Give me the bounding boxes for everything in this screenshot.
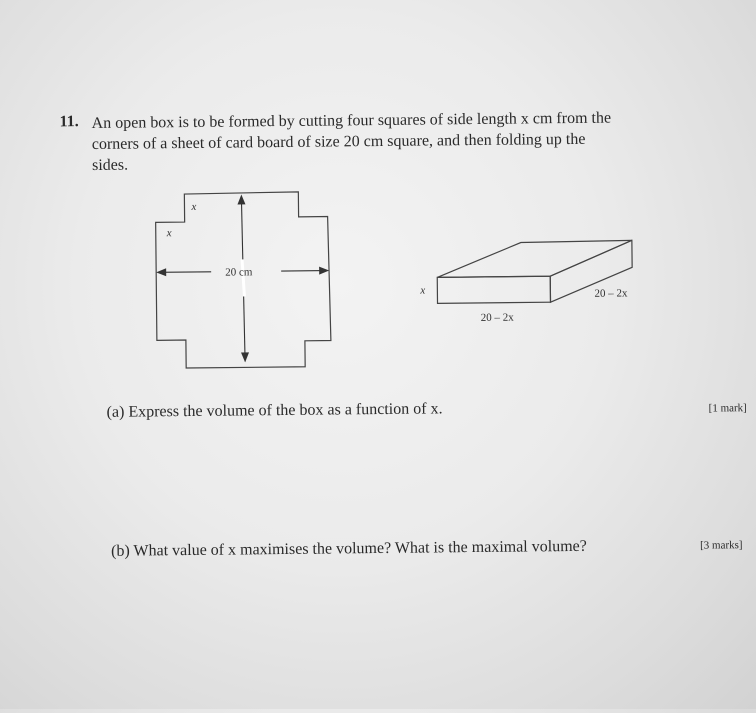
box-front-face [437, 276, 550, 303]
net-dimension-label: 20 cm [225, 266, 253, 278]
question-line: sides. [92, 149, 712, 176]
question-number: 11. [60, 113, 79, 131]
box-top-face [437, 240, 632, 277]
card-net-diagram [155, 192, 331, 369]
arrowhead-left [156, 268, 166, 276]
arrowhead-up [237, 194, 245, 204]
box-height-label: x [419, 285, 425, 297]
question-line: An open box is to be formed by cutting four squares of side length x cm from the [92, 107, 712, 134]
horizontal-dimension-arrow-left [159, 272, 211, 273]
question-line: corners of a sheet of card board of size 20 cm square, and then folding up the [92, 128, 712, 155]
open-box-diagram [419, 240, 633, 324]
net-x-side-label: x [166, 227, 172, 239]
box-front-label: 20 – 2x [481, 312, 515, 324]
net-x-top-label: x [190, 201, 196, 213]
part-a-text: (a) Express the volume of the box as a function of x. [107, 400, 443, 422]
part-b-text: (b) What value of x maximises the volume? What is the maximal volume? [111, 538, 587, 561]
arrowhead-right [319, 267, 329, 275]
arrowhead-down [241, 352, 249, 362]
part-a-marks: [1 mark] [709, 402, 747, 414]
box-side-label: 20 – 2x [594, 287, 628, 299]
part-b-marks: [3 marks] [700, 539, 743, 551]
